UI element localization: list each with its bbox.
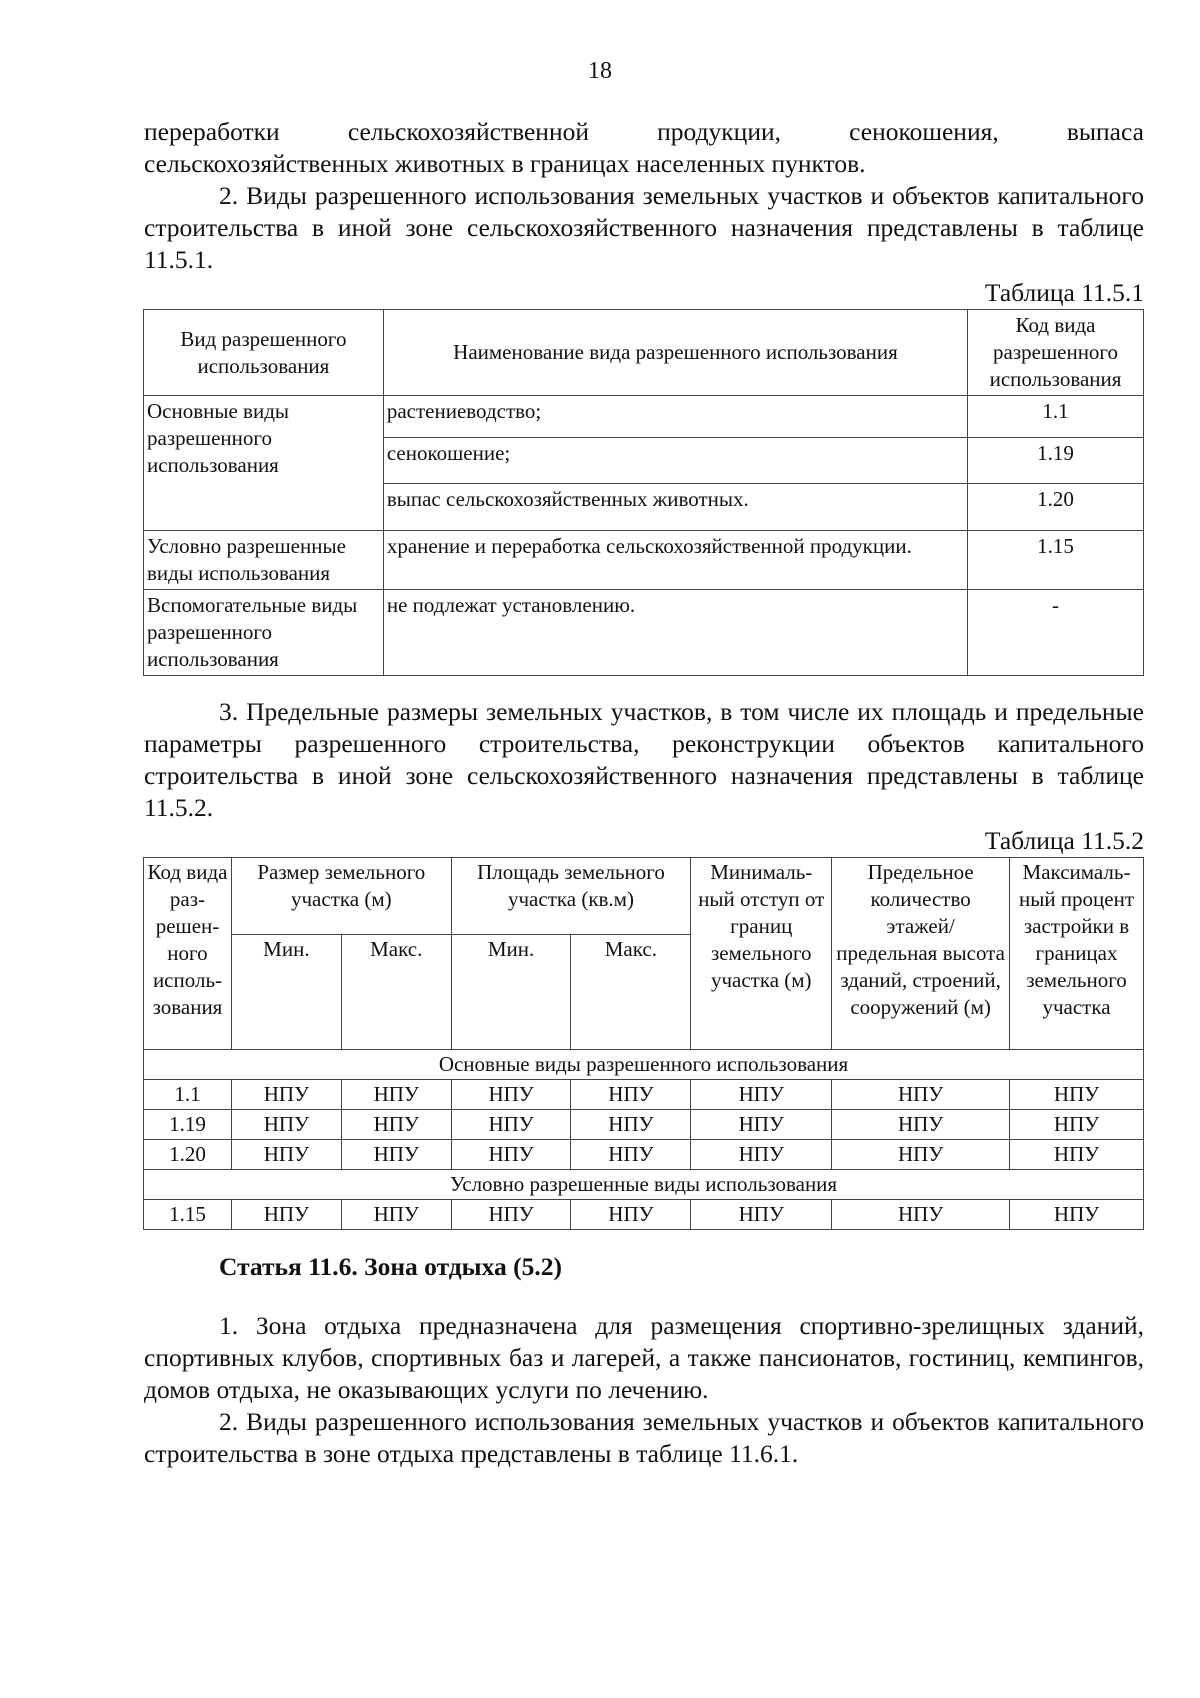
table-11-5-2 [143,857,1144,1230]
t1-name-cell: выпас сельскохозяйственных животных. [383,484,967,531]
t1-code-cell: 1.20 [968,484,1144,531]
t2-cell: 1.20 [144,1140,232,1170]
t2-cell: НПУ [1010,1080,1144,1110]
t2-header-plot-size: Размер земельного участка (м) [231,858,451,935]
article-text [144,1310,1144,1470]
t1-header-code: Код вида разрешенного использования [968,310,1144,396]
t2-header-max: Макс. [571,935,691,1050]
t1-code-cell: 1.15 [968,531,1144,590]
t1-code-cell: - [968,590,1144,676]
t2-cell: НПУ [832,1080,1010,1110]
page-number: 18 [588,58,612,84]
article-heading: Статья 11.6. Зона отдыха (5.2) [219,1252,562,1281]
t2-cell: НПУ [691,1110,832,1140]
t1-code-cell: 1.1 [968,396,1144,438]
t1-name-cell: хранение и переработка сельскохозяйственной продукции. [383,531,967,590]
t2-cell: 1.19 [144,1110,232,1140]
t2-cell: НПУ [231,1140,341,1170]
t2-cell: НПУ [451,1080,571,1110]
t2-cell: НПУ [231,1080,341,1110]
article-paragraph-2: 2. Виды разрешенного использования земельных участков и объектов капитального строительства в зоне отдыха представлены в таблице 11.6.1. [144,1407,1144,1468]
t1-type-cell: Вспомогательные виды разрешенного использования [144,590,384,676]
t2-cell: НПУ [691,1080,832,1110]
t2-section-title: Основные виды разрешенного использования [144,1050,1144,1080]
intro-word: переработки [144,117,280,146]
t2-cell: НПУ [1010,1200,1144,1230]
t2-cell: НПУ [341,1080,451,1110]
t2-header-min: Мин. [231,935,341,1050]
table-11-5-1-caption: Таблица 11.5.1 [984,278,1144,307]
t2-cell: НПУ [832,1140,1010,1170]
paragraph-3: 3. Предельные размеры земельных участков, в том числе их площадь и предельные параметры разрешенного строительства, реконструкции объектов капитального строительства в иной зоне сельскохозяйственного назначения представлены в таблице 11.5.2. [144,697,1144,822]
t2-cell: НПУ [571,1110,691,1140]
t2-header-min: Мин. [451,935,571,1050]
t2-cell: НПУ [451,1140,571,1170]
t2-cell: НПУ [571,1080,691,1110]
t2-cell: НПУ [341,1200,451,1230]
t2-cell: НПУ [231,1110,341,1140]
t2-cell: НПУ [231,1200,341,1230]
t1-header-name: Наименование вида разрешенного использования [383,310,967,396]
t1-code-cell: 1.19 [968,438,1144,484]
intro-word: выпаса [1066,117,1144,146]
t2-cell: НПУ [691,1200,832,1230]
intro-word: продукции, [657,117,781,146]
t1-name-cell: растениеводство; [383,396,967,438]
t2-cell: НПУ [691,1140,832,1170]
intro-text [144,116,1144,276]
t1-header-type: Вид разрешенного использования [144,310,384,396]
t2-header-coverage: Максималь-ный процент застройки в границах земельного участка [1010,858,1144,1050]
paragraph-3-block [144,696,1144,824]
t2-cell: НПУ [341,1110,451,1140]
t2-cell: 1.1 [144,1080,232,1110]
intro-line-1 [144,116,1144,148]
intro-line-2: сельскохозяйственных животных в границах населенных пунктов. [144,149,866,178]
table-11-5-2-caption: Таблица 11.5.2 [984,826,1144,855]
t2-cell: НПУ [341,1140,451,1170]
t2-header-plot-area: Площадь земельного участка (кв.м) [451,858,691,935]
t1-type-cell: Основные виды разрешенного использования [144,396,384,531]
t1-type-cell: Условно разрешенные виды использования [144,531,384,590]
t2-cell: НПУ [832,1200,1010,1230]
t2-cell: НПУ [451,1200,571,1230]
t1-name-cell: сенокошение; [383,438,967,484]
t2-header-code: Код вида раз-решен-ного исполь-зования [144,858,232,1050]
t2-cell: НПУ [832,1110,1010,1140]
intro-word: сельскохозяйственной [347,117,589,146]
t2-header-floors: Предельное количество этажей/ предельная высота зданий, строений, сооружений (м) [832,858,1010,1050]
t2-cell: НПУ [451,1110,571,1140]
t2-cell: 1.15 [144,1200,232,1230]
paragraph-2: 2. Виды разрешенного использования земельных участков и объектов капитального строительства в иной зоне сельскохозяйственного назначения представлены в таблице 11.5.1. [144,181,1144,274]
t2-cell: НПУ [571,1140,691,1170]
t2-cell: НПУ [1010,1110,1144,1140]
t2-cell: НПУ [1010,1140,1144,1170]
t2-section-title: Условно разрешенные виды использования [144,1170,1144,1200]
intro-word: сенокошения, [849,117,999,146]
t2-cell: НПУ [571,1200,691,1230]
t1-name-cell: не подлежат установлению. [383,590,967,676]
t2-header-max: Макс. [341,935,451,1050]
table-11-5-1 [143,309,1144,676]
article-paragraph-1: 1. Зона отдыха предназначена для размещения спортивно-зрелищных зданий, спортивных клубов, спортивных баз и лагерей, а также пансионатов, гостиниц, кемпингов, домов отдыха, не оказывающих услуги по лечению. [144,1311,1144,1404]
t2-header-setback: Минималь-ный отступ от границ земельного участка (м) [691,858,832,1050]
